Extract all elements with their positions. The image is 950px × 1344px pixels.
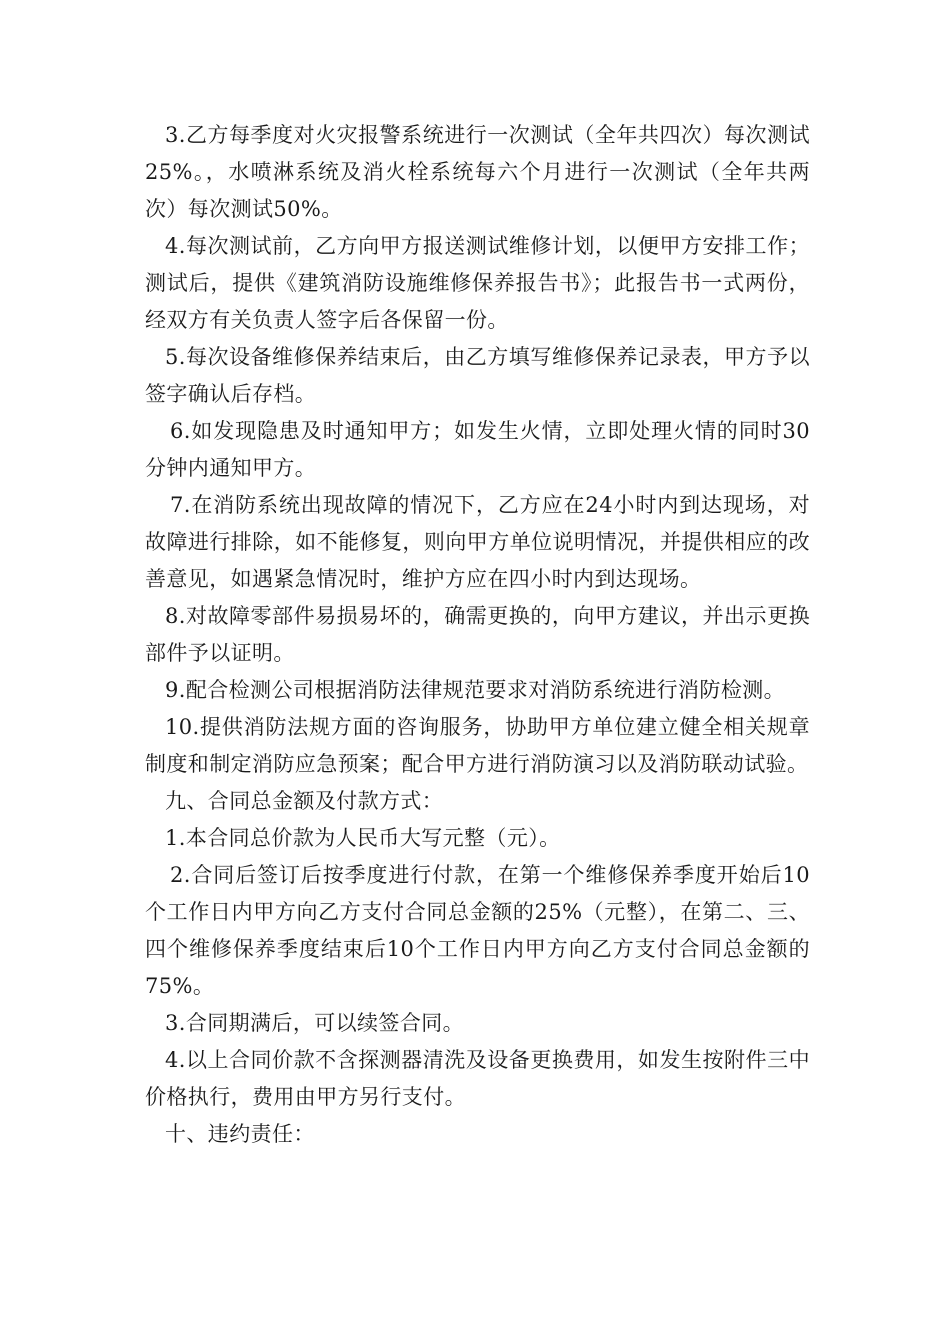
document-body [145,117,810,1153]
paragraph-item-7: 7.在消防系统出现故障的情况下，乙方应在24小时内到达现场，对故障进行排除，如不能修复，则向甲方单位说明情况，并提供相应的改善意见，如遇紧急情况时，维护方应在四小时内到达现场。 [145,493,810,591]
paragraph-item-5: 5.每次设备维修保养结束后，由乙方填写维修保养记录表，甲方予以签字确认后存档。 [145,345,810,406]
paragraph-item-3: 3.乙方每季度对火灾报警系统进行一次测试（全年共四次）每次测试25%。，水喷淋系统及消火栓系统每六个月进行一次测试（全年共两次）每次测试50%。 [145,123,810,221]
payment-item-1: 1.本合同总价款为人民币大写元整（元）。 [165,826,561,850]
paragraph-item-6: 6.如发现隐患及时通知甲方；如发生火情，立即处理火情的同时30分钟内通知甲方。 [145,419,810,480]
paragraph-item-8: 8.对故障零部件易损易坏的，确需更换的，向甲方建议，并出示更换部件予以证明。 [145,604,810,665]
paragraph-item-4: 4.每次测试前，乙方向甲方报送测试维修计划，以便甲方安排工作；测试后，提供《建筑消防设施维修保养报告书》；此报告书一式两份，经双方有关负责人签字后各保留一份。 [145,234,810,332]
paragraph-item-10: 10.提供消防法规方面的咨询服务，协助甲方单位建立健全相关规章制度和制定消防应急预案；配合甲方进行消防演习以及消防联动试验。 [145,715,810,776]
payment-item-4: 4.以上合同价款不含探测器清洗及设备更换费用，如发生按附件三中价格执行，费用由甲方另行支付。 [145,1048,810,1109]
paragraph-item-9: 9.配合检测公司根据消防法律规范要求对消防系统进行消防检测。 [165,678,786,702]
section-nine-heading: 九、合同总金额及付款方式： [165,789,444,813]
section-ten-heading: 十、违约责任： [165,1122,315,1146]
payment-item-2: 2.合同后签订后按季度进行付款，在第一个维修保养季度开始后10个工作日内甲方向乙方支付合同总金额的25%（元整），在第二、三、四个维修保养季度结束后10个工作日内甲方向乙方支付合同总金额的75%。 [145,863,810,998]
payment-item-3: 3.合同期满后，可以续签合同。 [165,1011,465,1035]
